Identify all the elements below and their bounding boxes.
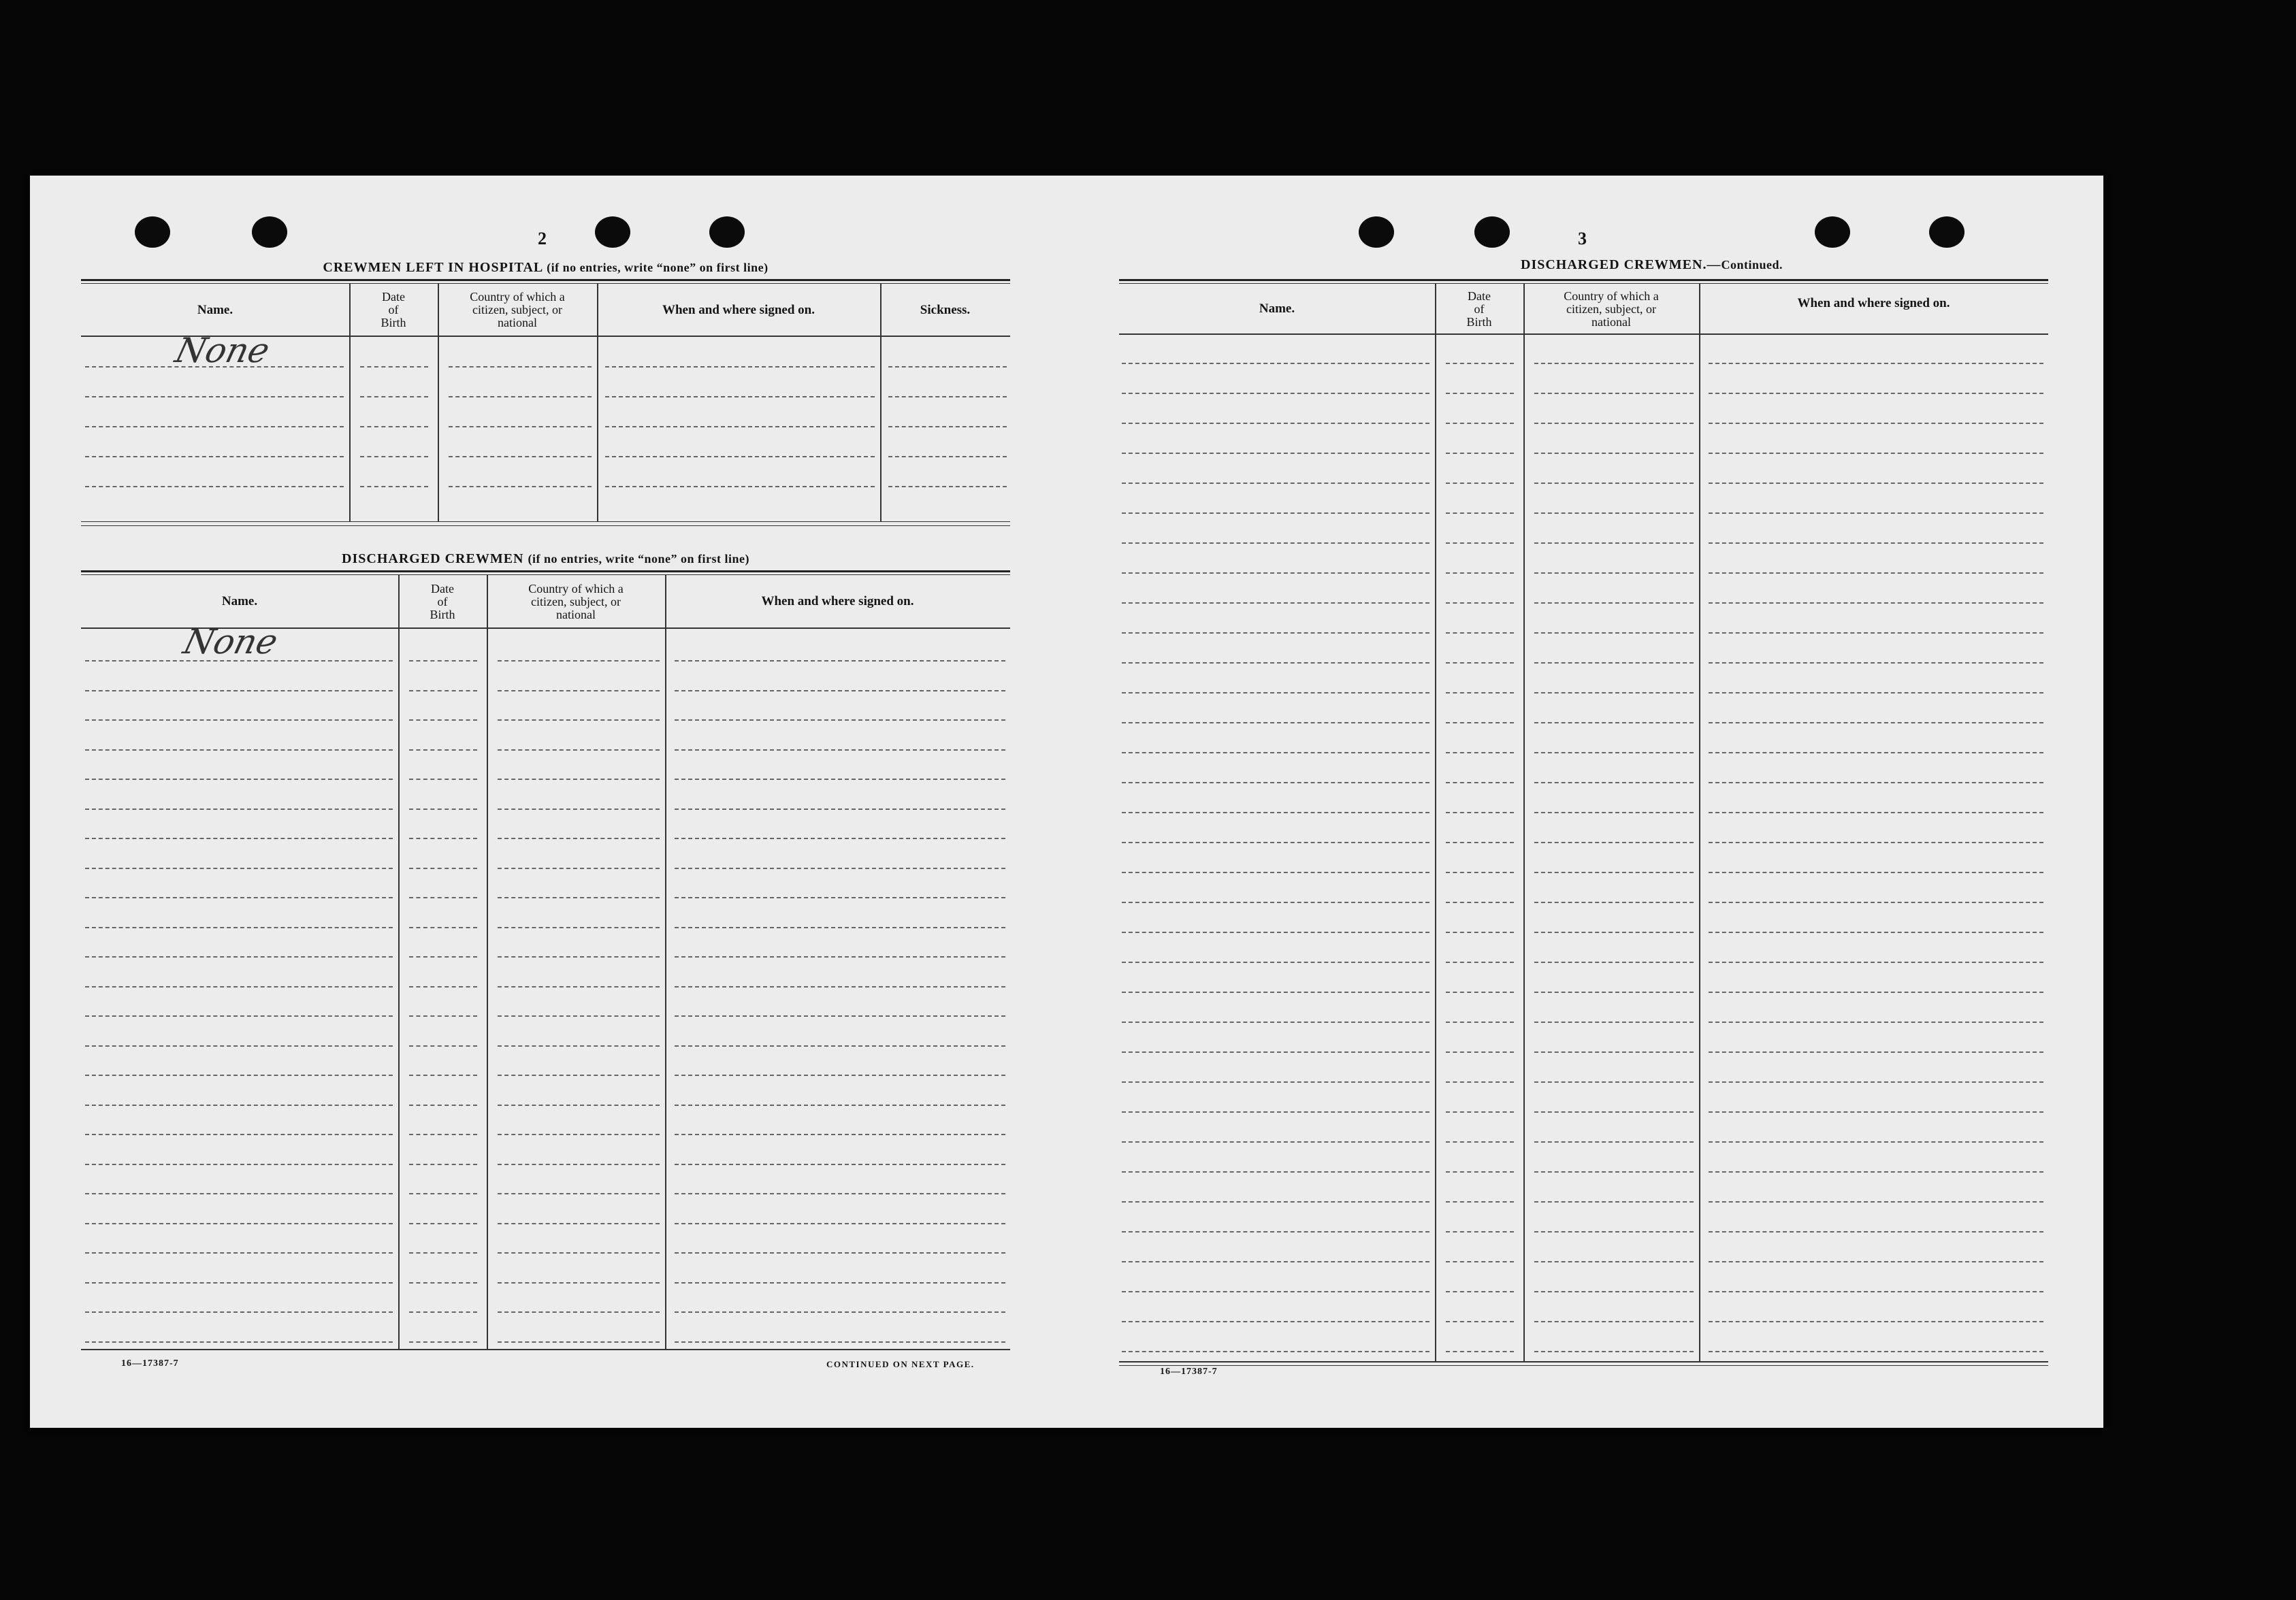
ruled-line: [1534, 842, 1694, 843]
ruled-line: [1122, 1111, 1429, 1113]
ruled-line: [675, 779, 1005, 780]
ruled-line: [498, 897, 660, 898]
ruled-line: [498, 749, 660, 751]
ruled-line: [409, 1105, 477, 1106]
hospital-section-title: CREWMEN LEFT IN HOSPITAL (if no entries, write “none” on first line): [323, 260, 769, 275]
ruled-line: [1122, 512, 1429, 514]
ruled-line: [85, 809, 393, 810]
ruled-line: [409, 1193, 477, 1194]
ruled-line: [1709, 872, 2043, 873]
col-header-country: Country of which a citizen, subject, or national: [1564, 289, 1659, 329]
ruled-line: [85, 868, 393, 869]
ruled-line: [1534, 1022, 1694, 1023]
ruled-line: [498, 1045, 660, 1047]
ruled-line: [85, 1282, 393, 1284]
ruled-line: [1534, 363, 1694, 364]
ruled-line: [498, 809, 660, 810]
ruled-line: [85, 690, 393, 691]
ruled-line: [1446, 1141, 1514, 1143]
ruled-line: [85, 986, 393, 987]
ruled-line: [1534, 632, 1694, 634]
ruled-line: [498, 1223, 660, 1224]
ruled-line: [1122, 363, 1429, 364]
col-header-dob: Date of Birth: [381, 290, 406, 329]
ruled-line: [1709, 632, 2043, 634]
ruled-line: [1534, 393, 1694, 394]
ruled-line: [498, 660, 660, 662]
ruled-line: [85, 1105, 393, 1106]
ruled-line: [1709, 842, 2043, 843]
ruled-line: [1709, 902, 2043, 903]
col-header-sickness: Sickness.: [920, 302, 971, 317]
ruled-line: [1446, 1051, 1514, 1053]
ruled-line: [1709, 812, 2043, 813]
ruled-line: [1709, 962, 2043, 963]
ruled-line: [409, 749, 477, 751]
col-header-signed-on: When and where signed on.: [662, 302, 815, 317]
ruled-line: [1534, 572, 1694, 574]
ruled-line: [1534, 1141, 1694, 1143]
ruled-line: [1446, 692, 1514, 693]
ruled-line: [1446, 1111, 1514, 1113]
ruled-line: [1446, 1321, 1514, 1322]
discharged-table-right: [1119, 250, 2048, 1353]
ruled-line: [498, 1193, 660, 1194]
ruled-line: [1534, 1351, 1694, 1352]
ruled-line: [1122, 992, 1429, 993]
ruled-line: [498, 690, 660, 691]
ruled-line: [675, 749, 1005, 751]
ruled-line: [409, 956, 477, 958]
ruled-line: [1709, 752, 2043, 753]
ruled-line: [1709, 542, 2043, 544]
ruled-line: [1446, 1351, 1514, 1352]
ruled-line: [85, 927, 393, 928]
punch-hole: [595, 216, 630, 248]
ruled-line: [1122, 1351, 1429, 1352]
punch-hole: [1929, 216, 1964, 248]
ruled-line: [1534, 1201, 1694, 1203]
ruled-line: [1709, 1081, 2043, 1083]
handwritten-none-entry: None: [171, 331, 274, 370]
ruled-line: [1709, 1291, 2043, 1292]
ruled-line: [675, 838, 1005, 839]
ruled-line: [1534, 423, 1694, 424]
ruled-line: [1122, 752, 1429, 753]
ruled-line: [1446, 1231, 1514, 1232]
ruled-line: [888, 486, 1007, 487]
ruled-line: [498, 956, 660, 958]
ruled-line: [1709, 1261, 2043, 1262]
ruled-line: [409, 1045, 477, 1047]
col-header-dob: Date of Birth: [1466, 289, 1492, 329]
ruled-line: [675, 719, 1005, 721]
ruled-line: [1534, 1081, 1694, 1083]
ruled-line: [85, 1045, 393, 1047]
ruled-line: [1446, 662, 1514, 664]
ruled-line: [1534, 902, 1694, 903]
ruled-line: [605, 396, 875, 397]
ruled-line: [449, 456, 592, 457]
ruled-line: [1446, 1081, 1514, 1083]
ruled-line: [85, 956, 393, 958]
ruled-line: [498, 1341, 660, 1343]
ruled-line: [1446, 992, 1514, 993]
ruled-line: [1122, 393, 1429, 394]
ruled-line: [85, 897, 393, 898]
ruled-line: [605, 426, 875, 427]
ruled-line: [1534, 782, 1694, 783]
ruled-line: [1446, 423, 1514, 424]
ruled-line: [85, 1075, 393, 1076]
ruled-line: [1534, 962, 1694, 963]
ruled-line: [1534, 812, 1694, 813]
discharged-section-title: DISCHARGED CREWMEN (if no entries, write “none” on first line): [342, 551, 749, 566]
ruled-line: [675, 897, 1005, 898]
ruled-line: [409, 779, 477, 780]
ruled-line: [1446, 722, 1514, 723]
ruled-line: [1122, 872, 1429, 873]
ruled-line: [1122, 692, 1429, 693]
ruled-line: [1534, 1111, 1694, 1113]
ruled-line: [1534, 662, 1694, 664]
col-header-country: Country of which a citizen, subject, or national: [470, 290, 565, 329]
ruled-line: [85, 426, 344, 427]
ruled-line: [409, 1282, 477, 1284]
ruled-line: [360, 486, 428, 487]
ruled-line: [1709, 453, 2043, 454]
ruled-line: [85, 1015, 393, 1017]
ruled-line: [1534, 992, 1694, 993]
ruled-line: [675, 1341, 1005, 1343]
ruled-line: [498, 838, 660, 839]
form-number-right: 16—17387-7: [1160, 1367, 1218, 1377]
ruled-line: [409, 660, 477, 662]
ruled-line: [498, 1252, 660, 1254]
ruled-line: [1122, 842, 1429, 843]
ruled-line: [85, 1311, 393, 1313]
ruled-line: [409, 868, 477, 869]
punch-hole: [1474, 216, 1510, 248]
ruled-line: [1122, 1141, 1429, 1143]
ruled-line: [85, 719, 393, 721]
ruled-line: [1709, 932, 2043, 933]
ruled-line: [409, 1075, 477, 1076]
ruled-line: [1446, 1022, 1514, 1023]
ruled-line: [1122, 602, 1429, 604]
ruled-line: [85, 779, 393, 780]
ruled-line: [675, 1282, 1005, 1284]
ruled-line: [675, 1193, 1005, 1194]
ruled-line: [409, 1341, 477, 1343]
ruled-line: [1534, 752, 1694, 753]
punch-hole: [252, 216, 287, 248]
ruled-line: [1709, 722, 2043, 723]
ruled-line: [498, 1105, 660, 1106]
ruled-line: [449, 486, 592, 487]
ruled-line: [449, 366, 592, 368]
punch-hole: [135, 216, 170, 248]
ruled-line: [675, 1105, 1005, 1106]
ruled-line: [1122, 962, 1429, 963]
ruled-line: [1122, 1321, 1429, 1322]
ruled-line: [1122, 1261, 1429, 1262]
ruled-line: [1709, 692, 2043, 693]
ruled-line: [605, 456, 875, 457]
punch-hole: [709, 216, 745, 248]
ruled-line: [85, 1341, 393, 1343]
col-header-dob: Date of Birth: [430, 581, 455, 621]
ruled-line: [1534, 692, 1694, 693]
ruled-line: [409, 1015, 477, 1017]
ruled-line: [1534, 1321, 1694, 1322]
col-header-name: Name.: [1259, 301, 1295, 316]
ruled-line: [1122, 453, 1429, 454]
ruled-line: [1122, 572, 1429, 574]
ruled-line: [1446, 512, 1514, 514]
ruled-line: [888, 426, 1007, 427]
ruled-line: [1709, 423, 2043, 424]
ruled-line: [605, 366, 875, 368]
ruled-line: [498, 1282, 660, 1284]
ruled-line: [675, 1223, 1005, 1224]
ruled-line: [1709, 782, 2043, 783]
ruled-line: [675, 1164, 1005, 1165]
ruled-line: [409, 986, 477, 987]
ruled-line: [675, 956, 1005, 958]
ruled-line: [85, 396, 344, 397]
punch-hole: [1815, 216, 1850, 248]
ruled-line: [409, 1223, 477, 1224]
col-header-signed-on: When and where signed on.: [1797, 296, 1950, 310]
ruled-line: [1534, 1171, 1694, 1173]
ruled-line: [1122, 1022, 1429, 1023]
ruled-line: [1446, 632, 1514, 634]
ruled-line: [1709, 602, 2043, 604]
ruled-line: [888, 396, 1007, 397]
form-number-left: 16—17387-7: [121, 1358, 179, 1369]
ruled-line: [360, 366, 428, 368]
ruled-line: [1446, 812, 1514, 813]
ruled-line: [85, 486, 344, 487]
ruled-line: [1122, 722, 1429, 723]
ruled-line: [1446, 752, 1514, 753]
ruled-line: [1709, 572, 2043, 574]
ruled-line: [1122, 1201, 1429, 1203]
discharged-continued-title: DISCHARGED CREWMEN.—Continued.: [1521, 257, 1783, 272]
ruled-line: [1446, 962, 1514, 963]
ruled-line: [360, 396, 428, 397]
ruled-line: [1446, 572, 1514, 574]
ruled-line: [1709, 1171, 2043, 1173]
ruled-line: [498, 1134, 660, 1135]
ruled-line: [1446, 393, 1514, 394]
col-header-signed-on: When and where signed on.: [761, 594, 914, 608]
ruled-line: [1534, 872, 1694, 873]
ruled-line: [498, 927, 660, 928]
ruled-line: [675, 1015, 1005, 1017]
ruled-line: [449, 396, 592, 397]
ruled-line: [85, 660, 393, 662]
ruled-line: [675, 1311, 1005, 1313]
ruled-line: [85, 749, 393, 751]
ruled-line: [1534, 542, 1694, 544]
ruled-line: [1534, 483, 1694, 484]
ruled-line: [409, 690, 477, 691]
ruled-line: [409, 1252, 477, 1254]
ruled-line: [1534, 1291, 1694, 1292]
ruled-line: [675, 1134, 1005, 1135]
ruled-line: [498, 1311, 660, 1313]
ruled-line: [1122, 632, 1429, 634]
ruled-line: [1709, 992, 2043, 993]
ruled-line: [1122, 902, 1429, 903]
ruled-line: [498, 1164, 660, 1165]
ruled-line: [675, 690, 1005, 691]
ruled-line: [85, 1252, 393, 1254]
ruled-line: [1122, 483, 1429, 484]
ruled-line: [498, 1015, 660, 1017]
col-header-name: Name.: [221, 594, 258, 608]
ruled-line: [675, 660, 1005, 662]
ruled-line: [1446, 1291, 1514, 1292]
ruled-line: [1446, 902, 1514, 903]
ruled-line: [675, 1252, 1005, 1254]
ruled-line: [1446, 483, 1514, 484]
ruled-line: [675, 927, 1005, 928]
ruled-line: [1446, 542, 1514, 544]
ruled-line: [85, 1134, 393, 1135]
ruled-line: [1709, 393, 2043, 394]
ruled-line: [675, 1075, 1005, 1076]
ruled-line: [1709, 512, 2043, 514]
continued-note: CONTINUED ON NEXT PAGE.: [826, 1359, 975, 1369]
ruled-line: [1446, 782, 1514, 783]
ruled-line: [1709, 1051, 2043, 1053]
ruled-line: [888, 366, 1007, 368]
ruled-line: [85, 838, 393, 839]
ruled-line: [1534, 1051, 1694, 1053]
ruled-line: [675, 986, 1005, 987]
ruled-line: [1709, 662, 2043, 664]
ruled-line: [1122, 932, 1429, 933]
ruled-line: [409, 1134, 477, 1135]
ruled-line: [1446, 363, 1514, 364]
ruled-line: [409, 927, 477, 928]
ruled-line: [498, 986, 660, 987]
ruled-line: [1122, 812, 1429, 813]
ruled-line: [888, 456, 1007, 457]
ruled-line: [1122, 782, 1429, 783]
ruled-line: [1534, 722, 1694, 723]
ruled-line: [1709, 483, 2043, 484]
col-header-name: Name.: [197, 302, 233, 317]
ruled-line: [1122, 423, 1429, 424]
ruled-line: [1709, 1141, 2043, 1143]
ruled-line: [1709, 1022, 2043, 1023]
ruled-line: [1122, 542, 1429, 544]
ruled-line: [1122, 1171, 1429, 1173]
ruled-line: [85, 1193, 393, 1194]
page-number-right: 3: [1578, 229, 1587, 248]
ruled-line: [1534, 1261, 1694, 1262]
ruled-line: [498, 868, 660, 869]
scanned-form-spread: [30, 176, 2103, 1428]
ruled-line: [1534, 602, 1694, 604]
ruled-line: [85, 1223, 393, 1224]
ruled-line: [1446, 872, 1514, 873]
ruled-line: [85, 366, 344, 368]
ruled-line: [85, 456, 344, 457]
ruled-line: [1709, 1201, 2043, 1203]
ruled-line: [675, 1045, 1005, 1047]
ruled-line: [1709, 1111, 2043, 1113]
ruled-line: [675, 868, 1005, 869]
ruled-line: [1446, 1261, 1514, 1262]
ruled-line: [1709, 1231, 2043, 1232]
ruled-line: [675, 809, 1005, 810]
ruled-line: [409, 1311, 477, 1313]
ruled-line: [1534, 512, 1694, 514]
ruled-line: [1446, 932, 1514, 933]
ruled-line: [498, 1075, 660, 1076]
ruled-line: [85, 1164, 393, 1165]
ruled-line: [409, 838, 477, 839]
ruled-line: [1534, 453, 1694, 454]
ruled-line: [1446, 842, 1514, 843]
ruled-line: [360, 426, 428, 427]
punch-hole: [1359, 216, 1394, 248]
handwritten-none-entry: None: [179, 622, 282, 662]
ruled-line: [1122, 662, 1429, 664]
ruled-line: [1446, 602, 1514, 604]
ruled-line: [409, 897, 477, 898]
ruled-line: [1709, 1351, 2043, 1352]
ruled-line: [1534, 932, 1694, 933]
page-number-left: 2: [538, 229, 547, 248]
ruled-line: [605, 486, 875, 487]
ruled-line: [449, 426, 592, 427]
ruled-line: [1534, 1231, 1694, 1232]
ruled-line: [409, 719, 477, 721]
ruled-line: [498, 719, 660, 721]
ruled-line: [1709, 1321, 2043, 1322]
discharged-table-left: [81, 543, 1010, 1360]
ruled-line: [1122, 1231, 1429, 1232]
ruled-line: [1122, 1051, 1429, 1053]
ruled-line: [1122, 1291, 1429, 1292]
ruled-line: [409, 1164, 477, 1165]
ruled-line: [1446, 1201, 1514, 1203]
ruled-line: [360, 456, 428, 457]
ruled-line: [1709, 363, 2043, 364]
ruled-line: [498, 779, 660, 780]
ruled-line: [1446, 453, 1514, 454]
ruled-line: [1122, 1081, 1429, 1083]
ruled-line: [1446, 1171, 1514, 1173]
ruled-line: [409, 809, 477, 810]
col-header-country: Country of which a citizen, subject, or national: [528, 581, 624, 621]
